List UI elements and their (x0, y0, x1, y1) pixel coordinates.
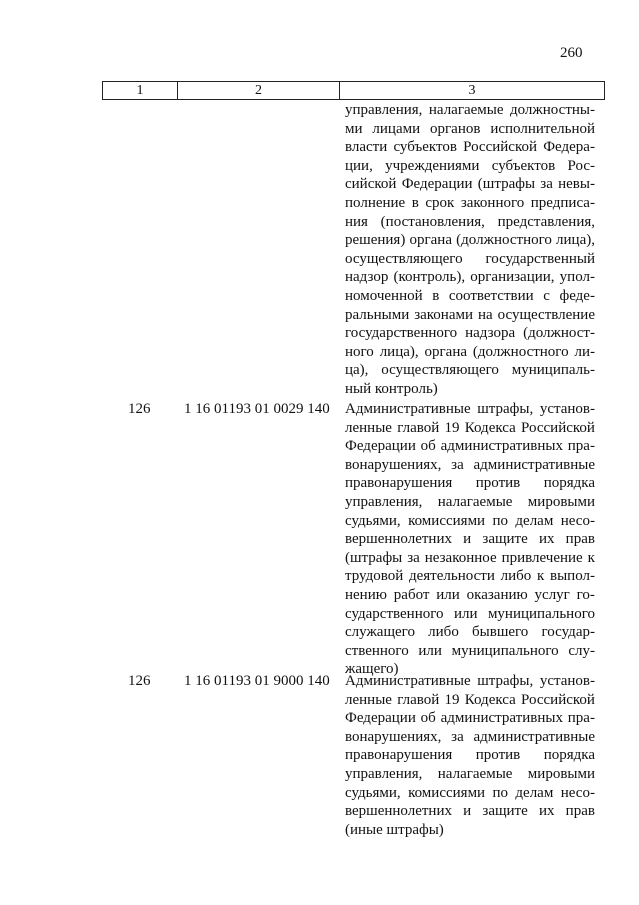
description-line: решения) органа (должностного лица), (345, 232, 595, 249)
description-line: Административные штрафы, установ- (345, 673, 595, 689)
description-line: трудовой деятельности либо к выпол- (345, 568, 595, 585)
description-line: Федерации об административных пра- (345, 438, 595, 455)
description-line: управления, налагаемые мировыми (345, 493, 595, 510)
description-line: вершеннолетних и защите их прав (345, 531, 595, 548)
description-line: ственного или муниципального слу- (345, 642, 595, 659)
description-line: жащего) (345, 661, 399, 678)
description-line: (иные штрафы) (345, 821, 444, 838)
description-line: ции, учреждениями субъектов Рос- (345, 157, 595, 174)
description-line: управления, налагаемые мировыми (345, 765, 595, 782)
description-line: (штрафы за незаконное привлечение к (345, 549, 595, 566)
description-line: нению работ или оказанию услуг го- (345, 586, 595, 603)
description-line: судьями, комиссиями по делам несо- (345, 784, 595, 801)
description-line: ральными законами на осуществление (345, 306, 595, 323)
description-line: государственного надзора (должност- (345, 325, 595, 342)
description-line: вонарушениях, за административные (345, 456, 595, 473)
page-number: 260 (560, 45, 583, 61)
description-line: ми лицами органов исполнительной (345, 120, 595, 137)
description-line: правонарушения против порядка (345, 747, 595, 764)
description-line: осуществляющего государственный (345, 250, 595, 267)
description-line: Административные штрафы, установ- (345, 401, 595, 417)
description-line: ния (постановления, представления, (345, 213, 595, 230)
row-description (345, 672, 595, 839)
description-line: служащего либо бывшего государ- (345, 624, 595, 641)
header-col-3: 3 (468, 83, 476, 98)
description-line: ца), осуществляющего муниципаль- (345, 362, 595, 379)
description-line: ного лица), органа (должностного ли- (345, 343, 595, 360)
description-line: ленные главой 19 Кодекса Российской (345, 691, 595, 708)
description-line: власти субъектов Российской Федера- (345, 139, 595, 156)
row-description (345, 101, 595, 399)
description-line: надзор (контроль), организации, упол- (345, 269, 595, 286)
table-header (102, 81, 605, 100)
description-line: вершеннолетних и защите их прав (345, 803, 595, 820)
description-line: полнение в срок законного предписа- (345, 194, 595, 211)
row-code: 1 16 01193 01 9000 140 (184, 673, 330, 689)
row-code: 1 16 01193 01 0029 140 (184, 401, 330, 417)
description-line: Федерации об административных пра- (345, 710, 595, 727)
row-number: 126 (128, 401, 151, 417)
description-line: ленные главой 19 Кодекса Российской (345, 419, 595, 436)
description-line: номоченной в соответствии с феде- (345, 287, 595, 304)
header-col-1: 1 (103, 82, 178, 99)
description-line: правонарушения против порядка (345, 475, 595, 492)
description-line: сийской Федерации (штрафы за невы- (345, 176, 595, 193)
description-line: управления, налагаемые должностны- (345, 102, 595, 118)
description-line: сударственного или муниципального (345, 605, 595, 622)
description-line: судьями, комиссиями по делам несо- (345, 512, 595, 529)
header-col-2: 2 (178, 82, 340, 99)
row-description (345, 400, 595, 679)
description-line: вонарушениях, за административные (345, 728, 595, 745)
description-line: ный контроль) (345, 380, 438, 397)
row-number: 126 (128, 673, 151, 689)
